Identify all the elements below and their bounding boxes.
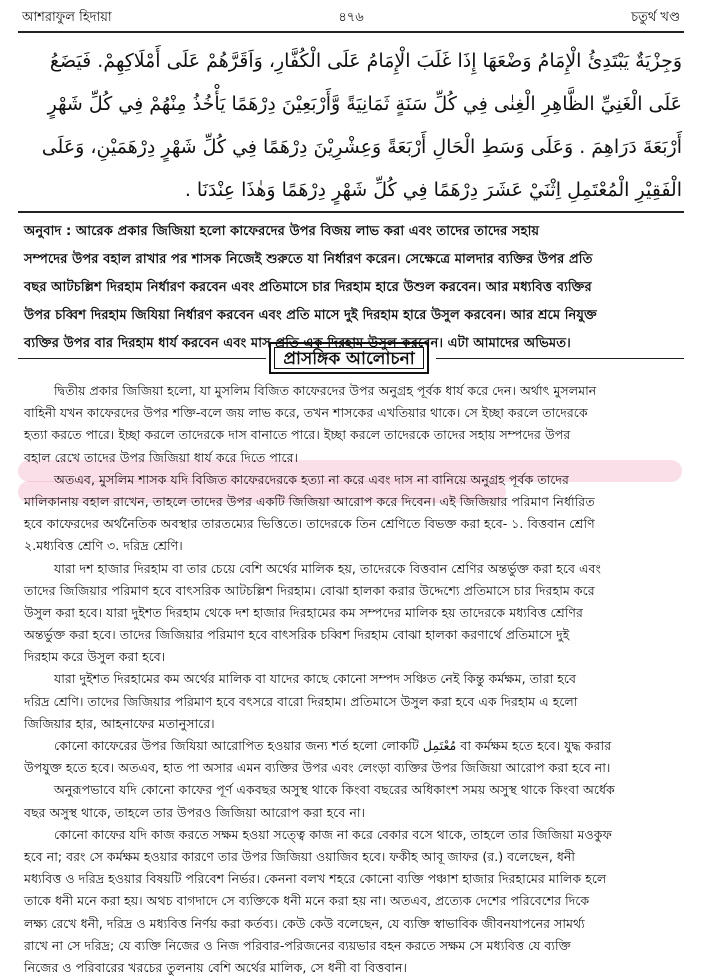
- body-line: নিজের ও পরিবারের খরচের তুলনায় বেশি অর্থের মালিক, সে ধনী বা বিত্তবান।: [24, 959, 407, 975]
- translation-line: বছর আটচল্লিশ দিরহাম নির্ধারণ করবেন এবং প্রতিমাসে চার দিরহাম হারে উশুল করবেন। আর মধ্যবিত্ত ব্যক্তির: [24, 280, 592, 295]
- body-line: হবে কাফেরদের অর্থনৈতিক অবস্থার তারতম্যের ভিত্তিতে। তাদেরকে তিন শ্রেণিতে বিভক্ত করা হবে- ১. বিত্তবান শ্রেণি: [24, 516, 595, 532]
- discussion-body: [24, 380, 680, 979]
- body-line: বছর অসুস্থ থাকে, তাহলে তার উপরও জিজিয়া আরোপ করা হবে না।: [24, 804, 366, 820]
- arabic-text-block: [20, 40, 682, 212]
- body-line: হত্যা করতে পারে। ইচ্ছা করলে তাদেরকে দাস বানাতে পারে। ইচ্ছা করলে তাদেরকে তাদের সহায় সম্পদের উপর: [24, 427, 571, 443]
- body-line: জিজিয়ার হার, আহনাফের মতানুসারে।: [24, 715, 215, 731]
- arabic-line: الْفَقِيْرِ الْمُعْتَمِلِ اِثْنَيْ عَشَرَ دِرْهَمًا فِي كُلِّ شَهْرٍ دِرْهَمًا وَهٰذَا عِنْدَنَا .: [184, 179, 682, 201]
- body-line: হবে না; বরং সে কর্মক্ষম হওয়ার কারণে তার উপর জিজিয়া ওয়াজিব হবে। ফকীহ আবূ জাফর (র.) বলেছেন, ধনী: [24, 848, 576, 864]
- heading-rule-left: [18, 358, 266, 359]
- body-line: মালিকানায় বহাল রাখেন, তাহলে তাদের উপর একটি জিজিয়া আরোপ করে দিবেন। এই জিজিয়ার পরিমাণ নির্ধারিত: [24, 493, 595, 509]
- body-line: অনুরূপভাবে যদি কোনো কাফের পূর্ণ একবছর অসুস্থ থাকে কিংবা বছরের অধিকাংশ সময় অসুস্থ থাকে কিংবা অর্ধেক: [54, 782, 615, 798]
- body-line: তাদের জিজিয়ার পরিমাণ হবে বাৎসরিক আটচল্লিশ দিরহাম। বোঝা হালকা করার উদ্দেশ্যে প্রতিমাসে চার দিরহাম করে: [24, 582, 595, 598]
- arabic-line: وَجِزْيَةٌ يَبْتَدِئُ الْإِمَامُ وَضْعَهَا إِذَا غَلَبَ الْإِمَامُ عَلَى الْكُفَّارِ، وَاَقَرَّهُمْ عَلَى أَمْلَاكِهِمْ. فَيَضَعُ: [49, 50, 682, 72]
- body-line: বাহিনী যখন কাফেরদের উপর শক্তি-বলে জয় লাভ করে, তখন শাসকের এখতিয়ার থাকে। সে ইচ্ছা করলে তাদেরকে: [24, 405, 588, 421]
- arabic-line: أَرْبَعَةَ دَرَاهِمَ . وَعَلَى وَسَطِ الْحَالِ أَرْبَعَةً وَعِشْرِيْنَ دِرْهَمًا فِي كُلِّ شَهْرٍ دِرْهَمَيْنِ، وَعَلَى: [41, 136, 682, 158]
- body-line: লক্ষ্য রেখে ধনী, দরিদ্র ও মধ্যবিত্ত নির্ণয় করা কর্তব্য। কেউ কেউ বলেছেন, যে ব্যক্তি স্বাভাবিক জীবনযাপনের সামর্থ্য: [24, 915, 585, 931]
- body-line: মধ্যবিত্ত ও দরিদ্র হওয়ার বিষয়টি পরিবেশ নির্ভর। কেননা বলখ শহরে কোনো ব্যক্তি পঞ্চাশ হাজার দিরহামের মালিক হলে: [24, 871, 607, 887]
- arabic-bottom-rule: [18, 211, 684, 213]
- page-header: [22, 6, 680, 28]
- translation-line: উপর চব্বিশ দিরহাম জিযিয়া নির্ধারণ করবেন এবং প্রতি মাসে দুই দিরহাম হারে উসুল করবেন। আর শ্রমে নিযুক্ত: [24, 308, 597, 323]
- body-line: তাকে ধনী মনে করা হয়। অথচ বাগদাদে সে ব্যক্তিকে ধনী মনে করা হয় না। অতএব, প্রত্যেক দেশের পরিবেশের দিকে: [24, 893, 590, 909]
- body-line: রাখে না সে দরিদ্র; যে ব্যক্তি নিজের ও নিজ পরিবার-পরিজনের ব্যয়ভার বহন করতে সক্ষম সে মধ্যবিত্ত যে ব্যক্তি: [24, 937, 571, 953]
- translation-block: [24, 218, 678, 358]
- header-rule: [18, 31, 684, 33]
- book-title: আশরাফুল হিদায়া: [22, 10, 112, 25]
- page-number: ৪৭৬: [338, 10, 364, 25]
- body-line: দরিদ্র শ্রেণি। তাদের জিজিয়ার পরিমাণ হবে বৎসরে বারো দিরহাম। প্রতিমাসে উসুল করা হবে এক দিরহাম এ হলো: [24, 693, 578, 709]
- body-line: অন্তর্ভুক্ত করা হবে। তাদের জিজিয়ার পরিমাণ হবে বাৎসরিক চব্বিশ দিরহাম বোঝা হালকা করণার্থে প্রতিমাসে দুই: [24, 627, 570, 643]
- arabic-line: عَلَى الْغَنِيِّ الظَّاهِرِ الْغِنٰى فِي كُلِّ سَنَةٍ ثَمَانِيَةً وَّأَرْبَعِيْنَ دِرْهَمًا يَأْخُذُ مِنْهُمْ فِي كُلِّ شَهْرٍ: [47, 93, 682, 115]
- body-line: উসুল করা হবে। যারা দুইশত দিরহাম থেকে দশ হাজার দিরহামের কম সম্পদের মালিক হয় তাদেরকে মধ্যবিত্ত শ্রেণির: [24, 604, 583, 620]
- body-line: ২.মধ্যবিত্ত শ্রেণি ৩. দরিদ্র শ্রেণি।: [24, 538, 183, 554]
- body-line: অতএব, মুসলিম শাসক যদি বিজিত কাফেরদেরকে হত্যা না করে এবং দাস না বানিয়ে অনুগ্রহ পূর্বক তাদের: [54, 471, 569, 487]
- section-heading-box: [269, 342, 429, 374]
- body-line: কোনো কাফেরের উপর জিযিয়া আরোপিত হওয়ার জন্য শর্ত হলো লোকটি مُعْتَمِل বা কর্মক্ষম হতে হবে। যুদ্ধ করার: [54, 738, 612, 753]
- body-line: যারা দুইশত দিরহামের কম অর্থের মালিক বা যাদের কাছে কোনো সম্পদ সঞ্চিত নেই কিন্তু কর্মক্ষম, তারা হবে: [54, 671, 576, 687]
- volume-label: চতুর্থ খণ্ড: [631, 10, 680, 25]
- body-line: যারা দশ হাজার দিরহাম বা তার চেয়ে বেশি অর্থের মালিক হয়, তাদেরকে বিত্তবান শ্রেণির অন্তর্ভুক্ত করা হবে এবং: [54, 560, 601, 576]
- heading-rule-right: [436, 358, 684, 359]
- body-line: বহাল রেখে তাদের উপর জিজিয়া ধার্য করে দিতে পারে।: [24, 449, 299, 465]
- translation-line: ব্যক্তির উপর বার দিরহাম ধার্য করবেন এবং মাস প্রতি এক দিরহাম উসুল করবেন। এটা আমাদের অভিমত।: [24, 336, 571, 351]
- section-heading: প্রাসঙ্গিক আলোচনা: [274, 347, 424, 369]
- translation-line: অনুবাদ : আরেক প্রকার জিজিয়া হলো কাফেরদের উপর বিজয় লাভ করা এবং তাদের তাদের সহায়: [24, 224, 540, 239]
- body-line: দ্বিতীয় প্রকার জিজিয়া হলো, যা মুসলিম বিজিত কাফেরদের উপর অনুগ্রহ পূর্বক ধার্য করে দেন। অর্থাৎ মুসলমান: [54, 383, 597, 398]
- body-line: উপযুক্ত হতে হবে। অতএব, হাত পা অসার এমন ব্যক্তির উপর এবং লেংড়া ব্যক্তির উপর জিজিয়া আরোপ করা হবে না।: [24, 760, 611, 776]
- body-line: কোনো কাফের যদি কাজ করতে সক্ষম হওয়া সত্ত্বে কাজ না করে বেকার বসে থাকে, তাহলে তার জিজিয়া মওকুফ: [54, 826, 612, 842]
- body-line: দিরহাম করে উসুল করা হবে।: [24, 649, 166, 665]
- translation-line: সম্পদের উপর বহাল রাখার পর শাসক নিজেই শুরুতে যা নির্ধারণ করেন। সেক্ষেত্রে মালদার ব্যক্তির উপর প্রতি: [24, 252, 593, 267]
